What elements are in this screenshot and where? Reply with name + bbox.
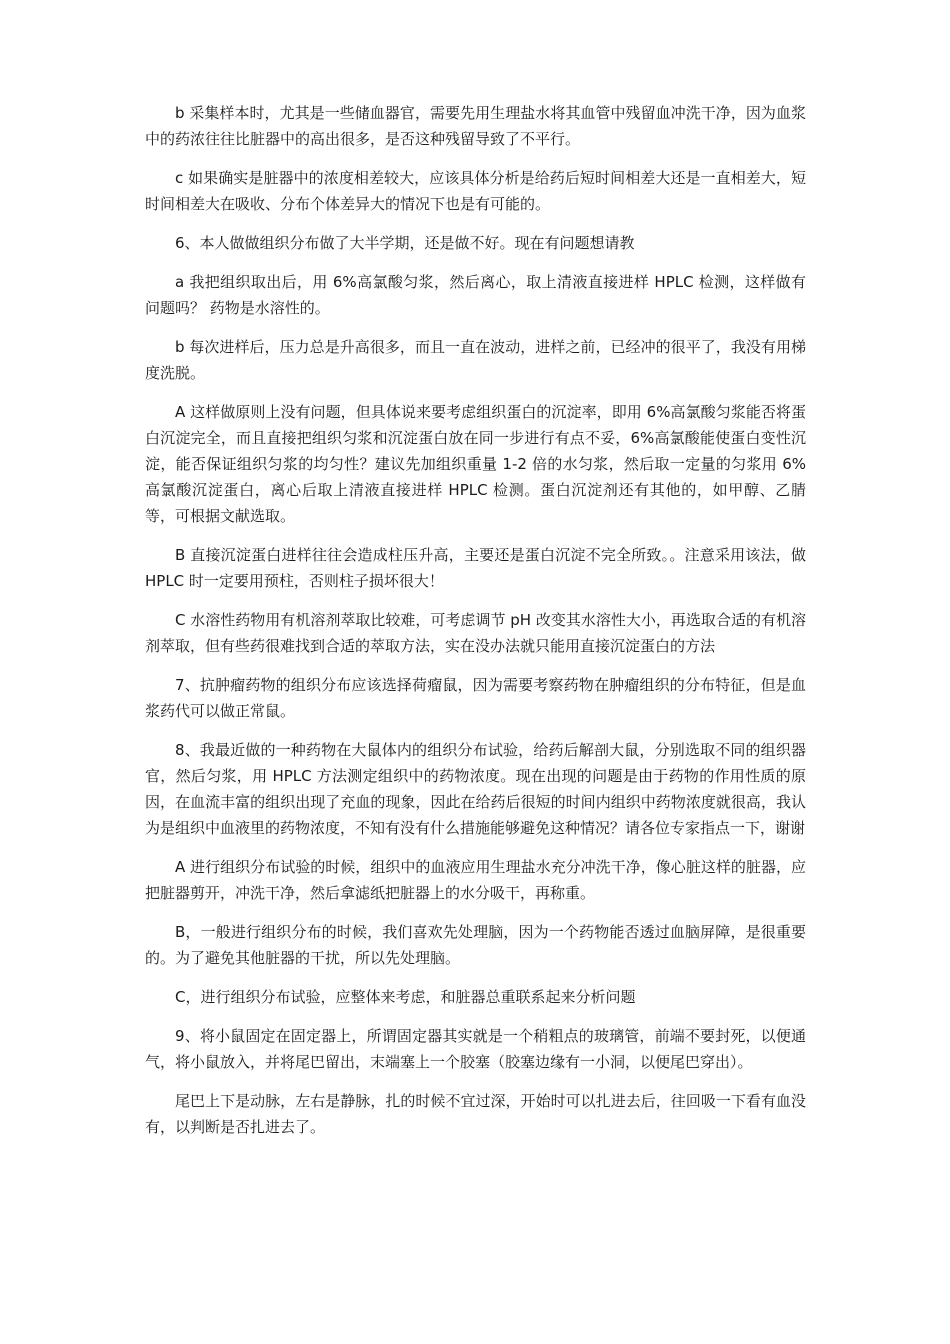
section-heading: 8、我最近做的一种药物在大鼠体内的组织分布试验，给药后解剖大鼠，分别选取不同的组织器官，然后匀浆，用 HPLC 方法测定组织中的药物浓度。现在出现的问题是由于药物的作用性质的原因，在血流丰富的组织出现了充血的现象，因此在给药后很短的时间内组织中药物浓度就很高，我认为是组织中血液里的药物浓度，不知有没有什么措施能够避免这种情况？请各位专家指点一下，谢谢 — [145, 741, 806, 837]
paragraph: c 如果确实是脏器中的浓度相差较大，应该具体分析是给药后短时间相差大还是一直相差大，短时间相差大在吸收、分布个体差异大的情况下也是有可能的。 — [145, 169, 806, 213]
section-heading: 7、抗肿瘤药物的组织分布应该选择荷瘤鼠，因为需要考察药物在肿瘤组织的分布特征，但是血浆药代可以做正常鼠。 — [145, 676, 806, 720]
paragraph: b 每次进样后，压力总是升高很多，而且一直在波动，进样之前，已经冲的很平了，我没有用梯度洗脱。 — [145, 338, 806, 382]
paragraph: a 我把组织取出后，用 6%高氯酸匀浆，然后离心，取上清液直接进样 HPLC 检测，这样做有问题吗？ 药物是水溶性的。 — [145, 273, 806, 317]
paragraph: C，进行组织分布试验，应整体来考虑，和脏器总重联系起来分析问题 — [175, 988, 636, 1006]
section-heading: 6、本人做做组织分布做了大半学期，还是做不好。现在有问题想请教 — [175, 234, 635, 252]
paragraph: C 水溶性药物用有机溶剂萃取比较难，可考虑调节 pH 改变其水溶性大小，再选取合适的有机溶剂萃取，但有些药很难找到合适的萃取方法，实在没办法就只能用直接沉淀蛋白的方法 — [145, 611, 806, 655]
paragraph: b 采集样本时，尤其是一些储血器官，需要先用生理盐水将其血管中残留血冲洗干净，因为血浆中的药浓往往比脏器中的高出很多，是否这种残留导致了不平行。 — [145, 104, 806, 148]
paragraph: 尾巴上下是动脉，左右是静脉，扎的时候不宜过深，开始时可以扎进去后，往回吸一下看有血没有，以判断是否扎进去了。 — [145, 1092, 806, 1136]
paragraph: A 这样做原则上没有问题，但具体说来要考虑组织蛋白的沉淀率，即用 6%高氯酸匀浆能否将蛋白沉淀完全，而且直接把组织匀浆和沉淀蛋白放在同一步进行有点不妥，6%高氯酸能使蛋白变性沉淀，能否保证组织匀浆的均匀性？建议先加组织重量 1-2 倍的水匀浆，然后取一定量的匀浆用 6%高氯酸沉淀蛋白，离心后取上清液直接进样 HPLC 检测。蛋白沉淀剂还有其他的，如甲醇、乙腈等，可根据文献选取。 — [145, 403, 806, 525]
document-body — [145, 100, 806, 1153]
paragraph: B 直接沉淀蛋白进样往往会造成柱压升高，主要还是蛋白沉淀不完全所致。。注意采用该法，做 HPLC 时一定要用预柱，否则柱子损坏很大！ — [145, 546, 806, 590]
section-heading: 9、将小鼠固定在固定器上，所谓固定器其实就是一个稍粗点的玻璃管，前端不要封死，以便通气，将小鼠放入，并将尾巴留出，末端塞上一个胶塞（胶塞边缘有一小洞，以便尾巴穿出）。 — [145, 1027, 806, 1071]
paragraph: A 进行组织分布试验的时候，组织中的血液应用生理盐水充分冲洗干净，像心脏这样的脏器，应把脏器剪开，冲洗干净，然后拿滤纸把脏器上的水分吸干，再称重。 — [145, 858, 806, 902]
paragraph: B，一般进行组织分布的时候，我们喜欢先处理脑，因为一个药物能否透过血脑屏障，是很重要的。为了避免其他脏器的干扰，所以先处理脑。 — [145, 923, 806, 967]
